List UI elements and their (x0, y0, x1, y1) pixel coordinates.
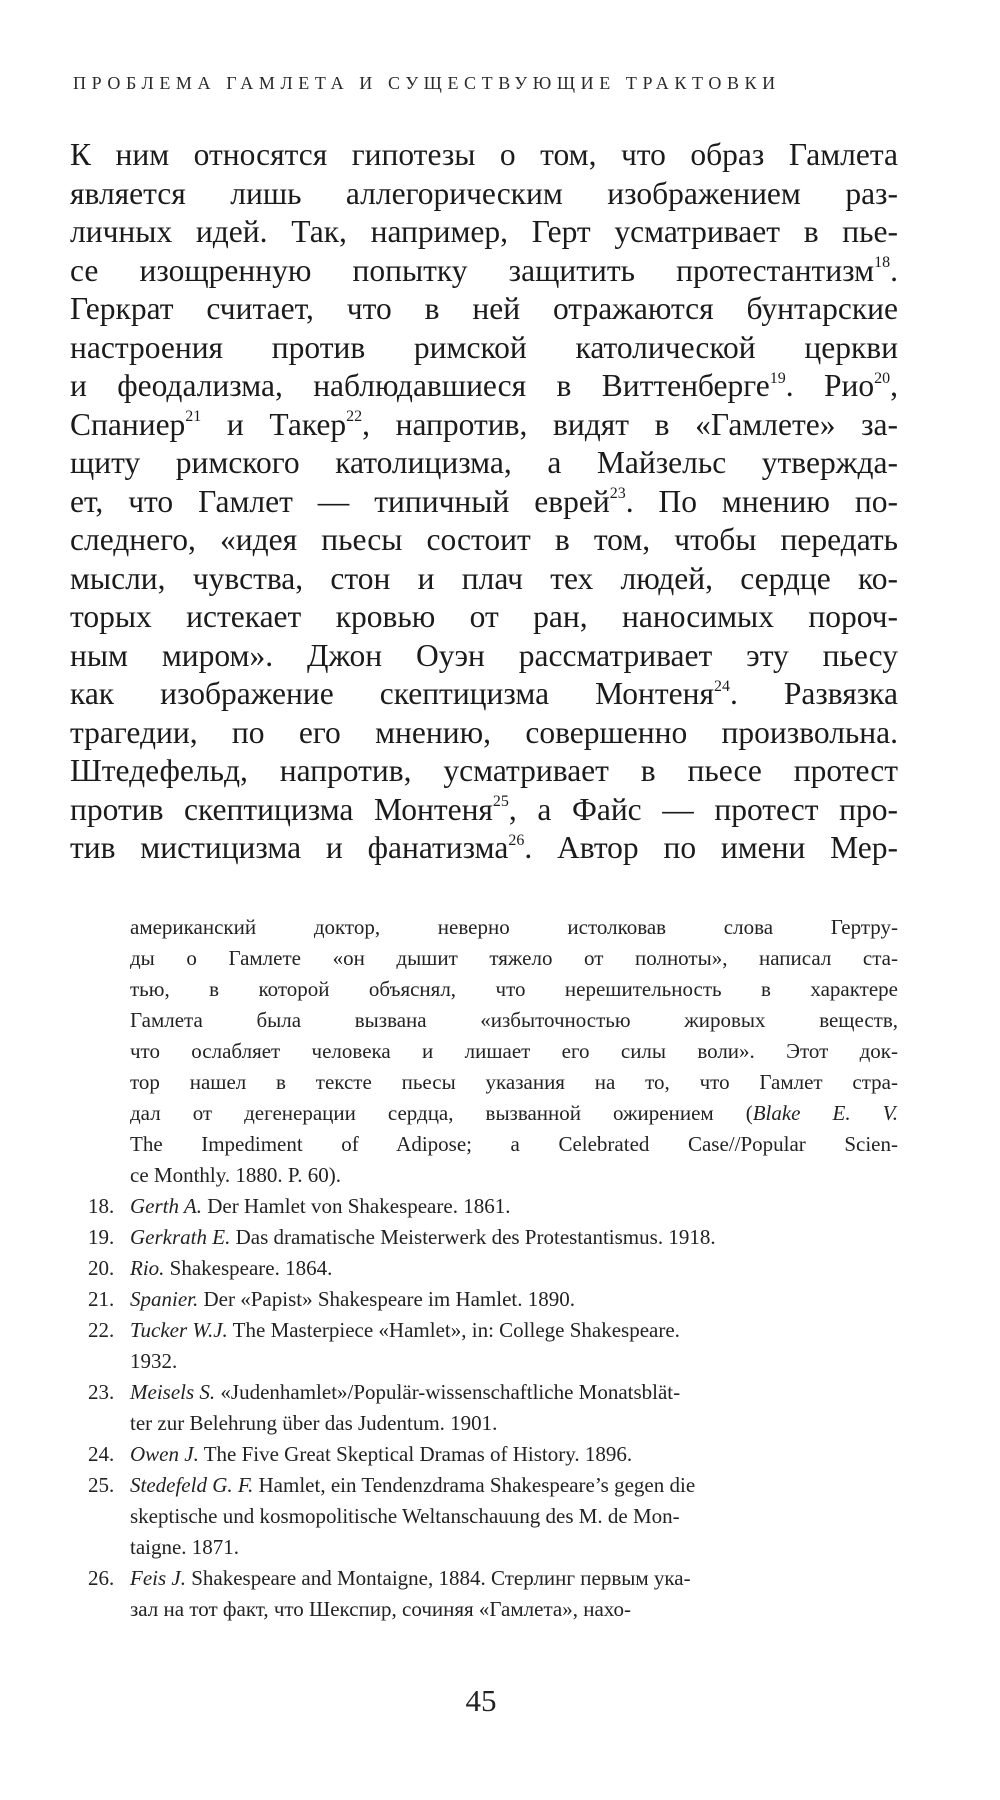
footnote-ref-22[interactable]: 22 (346, 408, 363, 425)
footnote-author: Spanier. (130, 1287, 199, 1311)
footnote-author: Owen J. (130, 1442, 199, 1466)
footnote-ref-26[interactable]: 26 (508, 831, 525, 849)
footnote-ref-20[interactable]: 20 (874, 369, 891, 387)
text-line: Штедефельд, напротив, усматривает в пьесе протест (70, 753, 898, 788)
text-line: Геркрат считает, что в ней отражаются бунтарские (70, 291, 898, 326)
text-line: ным миром». Джон Оуэн рассматривает эту пьесу (70, 637, 898, 673)
main-text (70, 136, 898, 868)
footnote-author: Gerkrath E. (130, 1225, 231, 1249)
footnote-ref-24[interactable]: 24 (714, 677, 730, 695)
note-continuation-line: Гамлета была вызвана «избыточностью жировых веществ, (130, 1008, 898, 1032)
footnote-number: 23. (88, 1380, 115, 1404)
footnote-26: 26. Feis J. Shakespeare and Montaigne, 1884. Стерлинг первым ука- зал на тот факт, что Шекспир, сочиняя «Гамлета», нахо- (88, 1563, 898, 1625)
footnote-number: 26. (88, 1566, 115, 1590)
footnote-25: 25. Stedefeld G. F. Hamlet, ein Tendenzdrama Shakespeare’s gegen die skeptische und kosmopolitische Weltanschauung des M. de Mon- taigne. 1871. (88, 1470, 898, 1563)
note-continuation-line: ды о Гамлете «он дышит тяжело от полноты», написал ста- (130, 946, 898, 970)
text-line: личных идей. Так, например, Герт усматривает в пье- (70, 214, 898, 249)
note-continuation-line: ce Monthly. 1880. P. 60). (130, 1163, 341, 1187)
text-line: настроения против римской католической церкви (70, 329, 898, 365)
text-line: как изображение скептицизма Монтеня$^{24}$. Развязка (70, 676, 898, 711)
footnote-18: 18. Gerth A. Der Hamlet von Shakespeare. 1861. (88, 1191, 898, 1222)
note-continuation-line: что ослабляет человека и лишает его силы воли». Этот док- (130, 1039, 898, 1063)
footnote-author: Feis J. (130, 1566, 186, 1590)
text-line: против скептицизма Монтеня$^{25}$, а Файс — протест про- (70, 791, 898, 827)
text-line: и феодализма, наблюдавшиеся в Виттенберге$^{19}$. Рио$^{20}$, (70, 368, 898, 403)
text-line: Спаниер$^{21}$ и Такер$^{22}$, напротив, видят в «Гамлете» за- (70, 406, 899, 442)
note-continuation-line: дал от дегенерации сердца, вызванной ожирением (Blake E. V. (130, 1101, 898, 1125)
note-continuation-line: The Impediment of Adipose; a Celebrated Case//Popular Scien- (130, 1132, 898, 1156)
footnote-ref-23[interactable]: 23 (609, 485, 626, 502)
running-head: ПРОБЛЕМА ГАМЛЕТА И СУЩЕСТВУЮЩИЕ ТРАКТОВКИ (73, 73, 781, 93)
text-line: мысли, чувства, стон и плач тех людей, сердце ко- (70, 560, 898, 596)
footnote-ref-18[interactable]: 18 (874, 254, 891, 271)
note-continuation-line: тью, в которой объяснял, что нерешительность в характере (130, 977, 898, 1001)
footnote-number: 21. (88, 1287, 115, 1311)
footnote-author: Tucker W.J. (130, 1318, 228, 1342)
footnote-ref-25[interactable]: 25 (492, 793, 509, 810)
footnote-number: 20. (88, 1256, 115, 1280)
footnote-author: Stedefeld G. F. (130, 1473, 254, 1497)
text-line: К ним относятся гипотезы о том, что образ Гамлета (70, 137, 898, 172)
text-line: трагедии, по его мнению, совершенно произвольна. (70, 714, 898, 750)
text-line: тив мистицизма и фанатизма$^{26}$. Автор по имени Мер- (70, 830, 898, 865)
text-line: следнего, «идея пьесы состоит в том, чтобы передать (70, 522, 898, 557)
footnote-24: 24. Owen J. The Five Great Skeptical Dramas of History. 1896. (88, 1439, 898, 1470)
footnote-number: 24. (88, 1442, 115, 1466)
footnote-author: Meisels S. (130, 1380, 216, 1404)
footnote-23: 23. Meisels S. «Judenhamlet»/Populär-wissenschaftliche Monatsblät- ter zur Belehrung über das Judentum. 1901. (88, 1377, 898, 1439)
footnote-number: 18. (88, 1194, 115, 1218)
text-line: се изощренную попытку защитить протестантизм$^{18}$. (70, 252, 898, 288)
footnote-22: 22. Tucker W.J. The Masterpiece «Hamlet», in: College Shakespeare. 1932. (88, 1315, 898, 1377)
note-continuation-line: тор нашел в тексте пьесы указания на то, что Гамлет стра- (130, 1070, 898, 1094)
note-continuation-line: американский доктор, неверно истолковав слова Гертру- (130, 915, 898, 939)
footnote-21: 21. Spanier. Der «Papist» Shakespeare im Hamlet. 1890. (88, 1284, 898, 1315)
text-line: является лишь аллегорическим изображением раз- (70, 175, 898, 211)
footnote-number: 22. (88, 1318, 115, 1342)
page-number: 45 (465, 1683, 497, 1718)
footnote-20: 20. Rio. Shakespeare. 1864. (88, 1253, 898, 1284)
text-line: ет, что Гамлет — типичный еврей$^{23}$. По мнению по- (70, 483, 898, 519)
footnote-author: Gerth A. (130, 1194, 202, 1218)
footnote-19: 19. Gerkrath E. Das dramatische Meisterwerk des Protestantismus. 1918. (88, 1222, 898, 1253)
footnote-author: Rio. (130, 1256, 165, 1280)
footnote-ref-21[interactable]: 21 (185, 408, 202, 425)
footnote-ref-19[interactable]: 19 (769, 369, 786, 387)
footnote-number: 19. (88, 1225, 115, 1249)
note-author: Blake E. V. (752, 1101, 898, 1125)
text-line: щиту римского католицизма, а Майзельс утвержда- (70, 445, 898, 480)
text-line: торых истекает кровью от ран, наносимых пороч- (70, 599, 898, 634)
footnote-number: 25. (88, 1473, 115, 1497)
footnotes (88, 912, 898, 1625)
